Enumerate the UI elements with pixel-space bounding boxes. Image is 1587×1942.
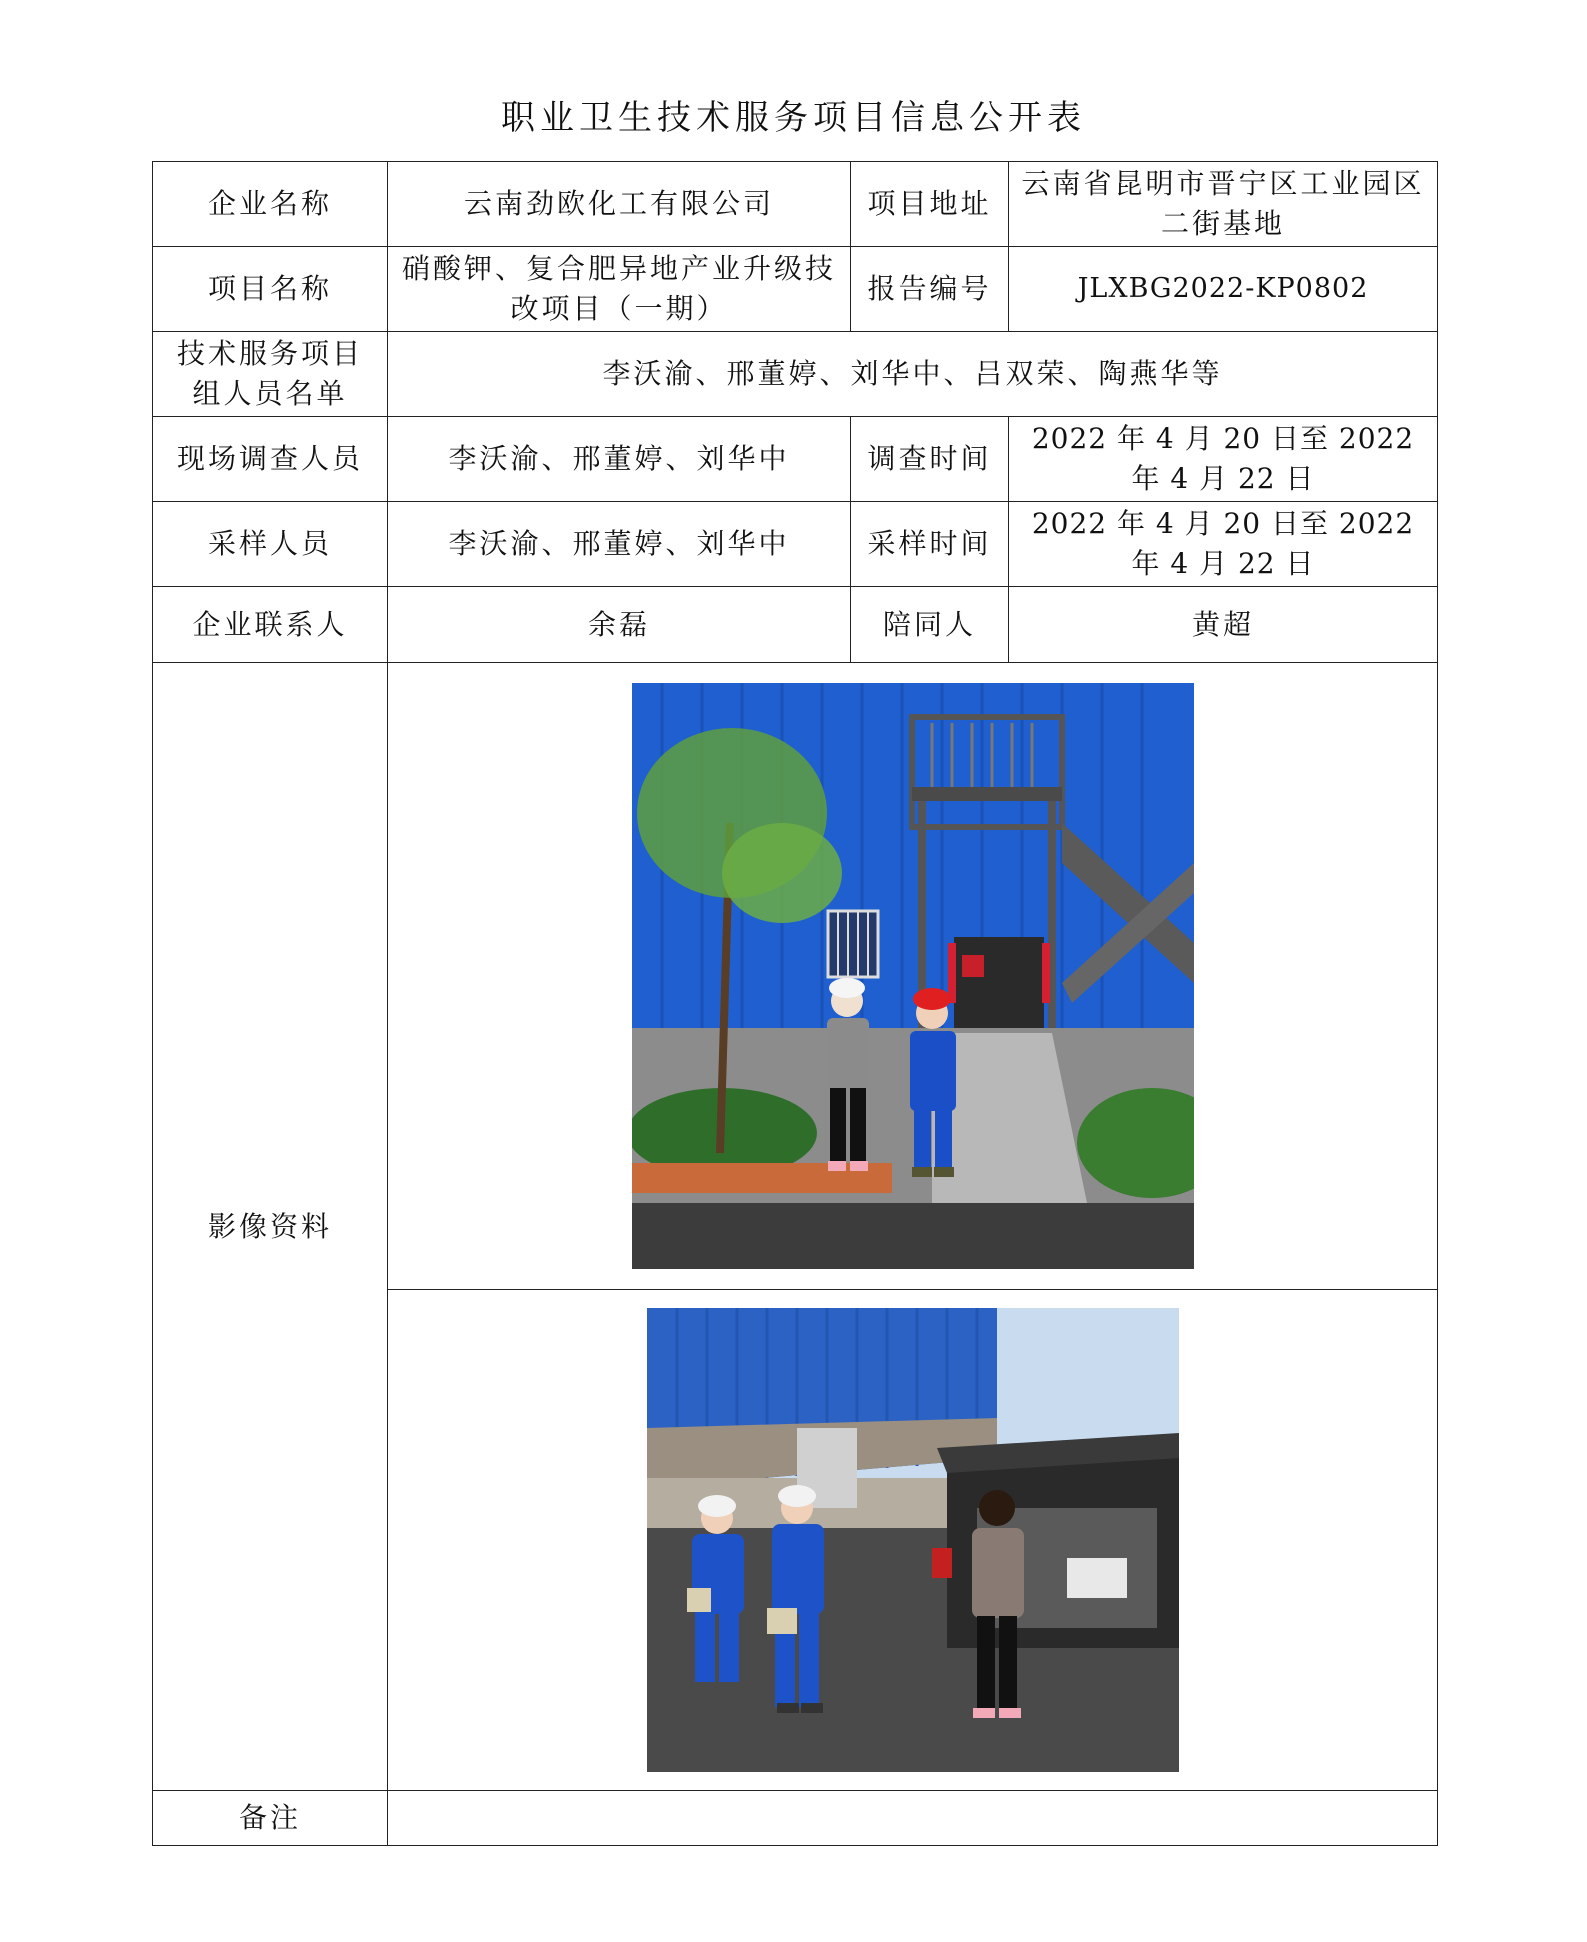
project-label: 项目名称 bbox=[153, 247, 388, 332]
survey-value: 李沃渝、邢董婷、刘华中 bbox=[388, 417, 851, 502]
sampling-value: 李沃渝、邢董婷、刘华中 bbox=[388, 502, 851, 587]
remarks-value bbox=[388, 1791, 1438, 1846]
row-team bbox=[153, 332, 1438, 417]
remarks-label: 备注 bbox=[153, 1791, 388, 1846]
row-survey bbox=[153, 417, 1438, 502]
photo-cell-2 bbox=[388, 1290, 1438, 1791]
row-sampling bbox=[153, 502, 1438, 587]
company-value: 云南劲欧化工有限公司 bbox=[388, 162, 851, 247]
photo-cell-1 bbox=[388, 663, 1438, 1290]
escort-label: 陪同人 bbox=[851, 587, 1009, 663]
row-company bbox=[153, 162, 1438, 247]
address-value: 云南省昆明市晋宁区工业园区二街基地 bbox=[1009, 162, 1438, 247]
row-photo-1 bbox=[153, 663, 1438, 1290]
row-contact bbox=[153, 587, 1438, 663]
survey-label: 现场调查人员 bbox=[153, 417, 388, 502]
sampling-time-value: 2022 年 4 月 20 日至 2022 年 4 月 22 日 bbox=[1009, 502, 1438, 587]
images-label: 影像资料 bbox=[153, 663, 388, 1791]
report-label: 报告编号 bbox=[851, 247, 1009, 332]
row-remarks bbox=[153, 1791, 1438, 1846]
project-value: 硝酸钾、复合肥异地产业升级技改项目（一期） bbox=[388, 247, 851, 332]
contact-label: 企业联系人 bbox=[153, 587, 388, 663]
row-project bbox=[153, 247, 1438, 332]
sampling-label: 采样人员 bbox=[153, 502, 388, 587]
team-label: 技术服务项目组人员名单 bbox=[153, 332, 388, 417]
report-value: JLXBG2022-KP0802 bbox=[1009, 247, 1438, 332]
info-table bbox=[152, 161, 1438, 1846]
page-title: 职业卫生技术服务项目信息公开表 bbox=[501, 98, 1086, 138]
contact-value: 余磊 bbox=[388, 587, 851, 663]
sampling-time-label: 采样时间 bbox=[851, 502, 1009, 587]
site-photo-sampling-car bbox=[647, 1308, 1179, 1772]
survey-time-label: 调查时间 bbox=[851, 417, 1009, 502]
escort-value: 黄超 bbox=[1009, 587, 1438, 663]
site-photo-building-staircase bbox=[632, 683, 1194, 1269]
company-label: 企业名称 bbox=[153, 162, 388, 247]
address-label: 项目地址 bbox=[851, 162, 1009, 247]
team-value: 李沃渝、邢董婷、刘华中、吕双荣、陶燕华等 bbox=[388, 332, 1438, 417]
survey-time-value: 2022 年 4 月 20 日至 2022 年 4 月 22 日 bbox=[1009, 417, 1438, 502]
